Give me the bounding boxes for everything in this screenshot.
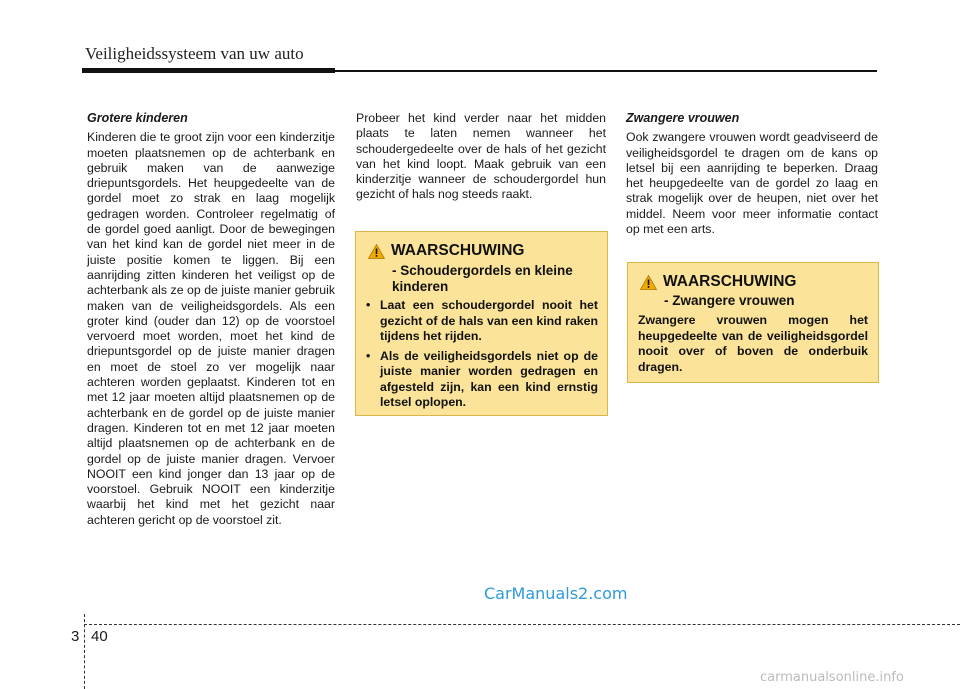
paragraph-pregnant-women: Ook zwangere vrouwen wordt geadviseerd de veiligheidsgordel te dragen om de kans op letsel bij een aanrijding te beperken. Draag het heupgedeelte van de gordel zo laag en strak mogelijk over de heupen, niet over het middel. Neem voor meer informatie contact op met een arts. xyxy=(626,130,878,237)
bullet-marker: • xyxy=(366,348,371,363)
chapter-number: 3 xyxy=(71,628,80,645)
warning-triangle-icon xyxy=(640,275,657,290)
warning-title: WAARSCHUWING xyxy=(663,273,797,290)
paragraph-older-children: Kinderen die te groot zijn voor een kinderzitje moeten plaatsnemen op de achterbank en gebruik maken van de aanwezige driepuntsgordels. Het heupgedeelte van de gordel moet zo strak en laag mogelijk gedragen worden. Controleer regelmatig of de gordel goed aanligt. Door de bewegingen van het kind kan de gordel niet meer in de juiste positie komen te liggen. Bij een aanrijding zitten kinderen het veiligst op de achterbank als ze op de juiste manier gebruik maken van de veiligheidsgordels. Als een groter kind (ouder dan 12) op de voorstoel vervoerd moet worden, moet het kind de driepuntsgordel op de juiste manier dragen en moet de stoel zo ver mogelijk naar achteren worden geplaatst. Kinderen tot en met 12 jaar moeten altijd plaatsnemen op de achterbank en de gordel op de juiste manier dragen. Kinderen tot en met 12 jaar moeten altijd plaatsnemen op de achterbank en de gordel op de juiste manier dragen. Vervoer NOOIT een kind jonger dan 13 jaar op de voorstoel. Gebruik NOOIT een kinderzitje waarbij het kind met het gezicht naar achteren gericht op de voorstoel zit. xyxy=(87,130,335,527)
warning-box-pregnant-women xyxy=(627,262,879,383)
page-number: 40 xyxy=(91,628,108,645)
warning-list-item: • Als de veiligheidsgordels niet op de juiste manier worden gedragen en afgesteld zijn, kan een kind ernstig letsel oplopen. xyxy=(366,348,598,409)
header-rule-thin xyxy=(335,70,877,72)
paragraph-shoulder-belt: Probeer het kind verder naar het midden plaats te laten nemen wanneer het schoudergedeelte over de hals of het gezicht van het kind loopt. Maak gebruik van een kinderzitje wanneer de schoudergordel hun gezicht of hals nog steeds raakt. xyxy=(356,111,606,202)
bullet-marker: • xyxy=(366,298,371,312)
warning-header xyxy=(640,273,796,291)
warning-header xyxy=(368,242,524,260)
column-middle xyxy=(356,111,606,203)
header-title: Veiligheidssysteem van uw auto xyxy=(85,44,304,63)
warning-subtitle: - Schoudergordels en kleine kinderen xyxy=(392,263,573,294)
footer-dashed-divider xyxy=(84,614,85,689)
subhead-pregnant-women: Zwangere vrouwen xyxy=(626,111,740,125)
warning-body: Zwangere vrouwen mogen het heupgedeelte van de veiligheidsgordel nooit over of boven de onderbuik dragen. xyxy=(638,313,868,374)
warning-triangle-icon xyxy=(368,244,385,259)
warning-subtitle: - Zwangere vrouwen xyxy=(664,293,795,308)
warning-list-item: • Laat een schoudergordel nooit het gezicht of de hals van een kind raken tijdens het rijden. xyxy=(366,298,598,343)
footer-site-watermark: carmanualsonline.info xyxy=(760,670,904,685)
carmanuals-watermark-link[interactable]: CarManuals2.com xyxy=(484,584,628,603)
column-right xyxy=(626,111,878,237)
warning-title: WAARSCHUWING xyxy=(391,242,525,259)
footer-dashed-rule xyxy=(84,624,960,625)
column-left xyxy=(87,111,335,528)
subhead-older-children: Grotere kinderen xyxy=(87,111,188,125)
warning-list xyxy=(366,298,598,415)
header-rule-thick xyxy=(82,68,335,73)
warning-box-shoulder-belts xyxy=(355,231,608,416)
